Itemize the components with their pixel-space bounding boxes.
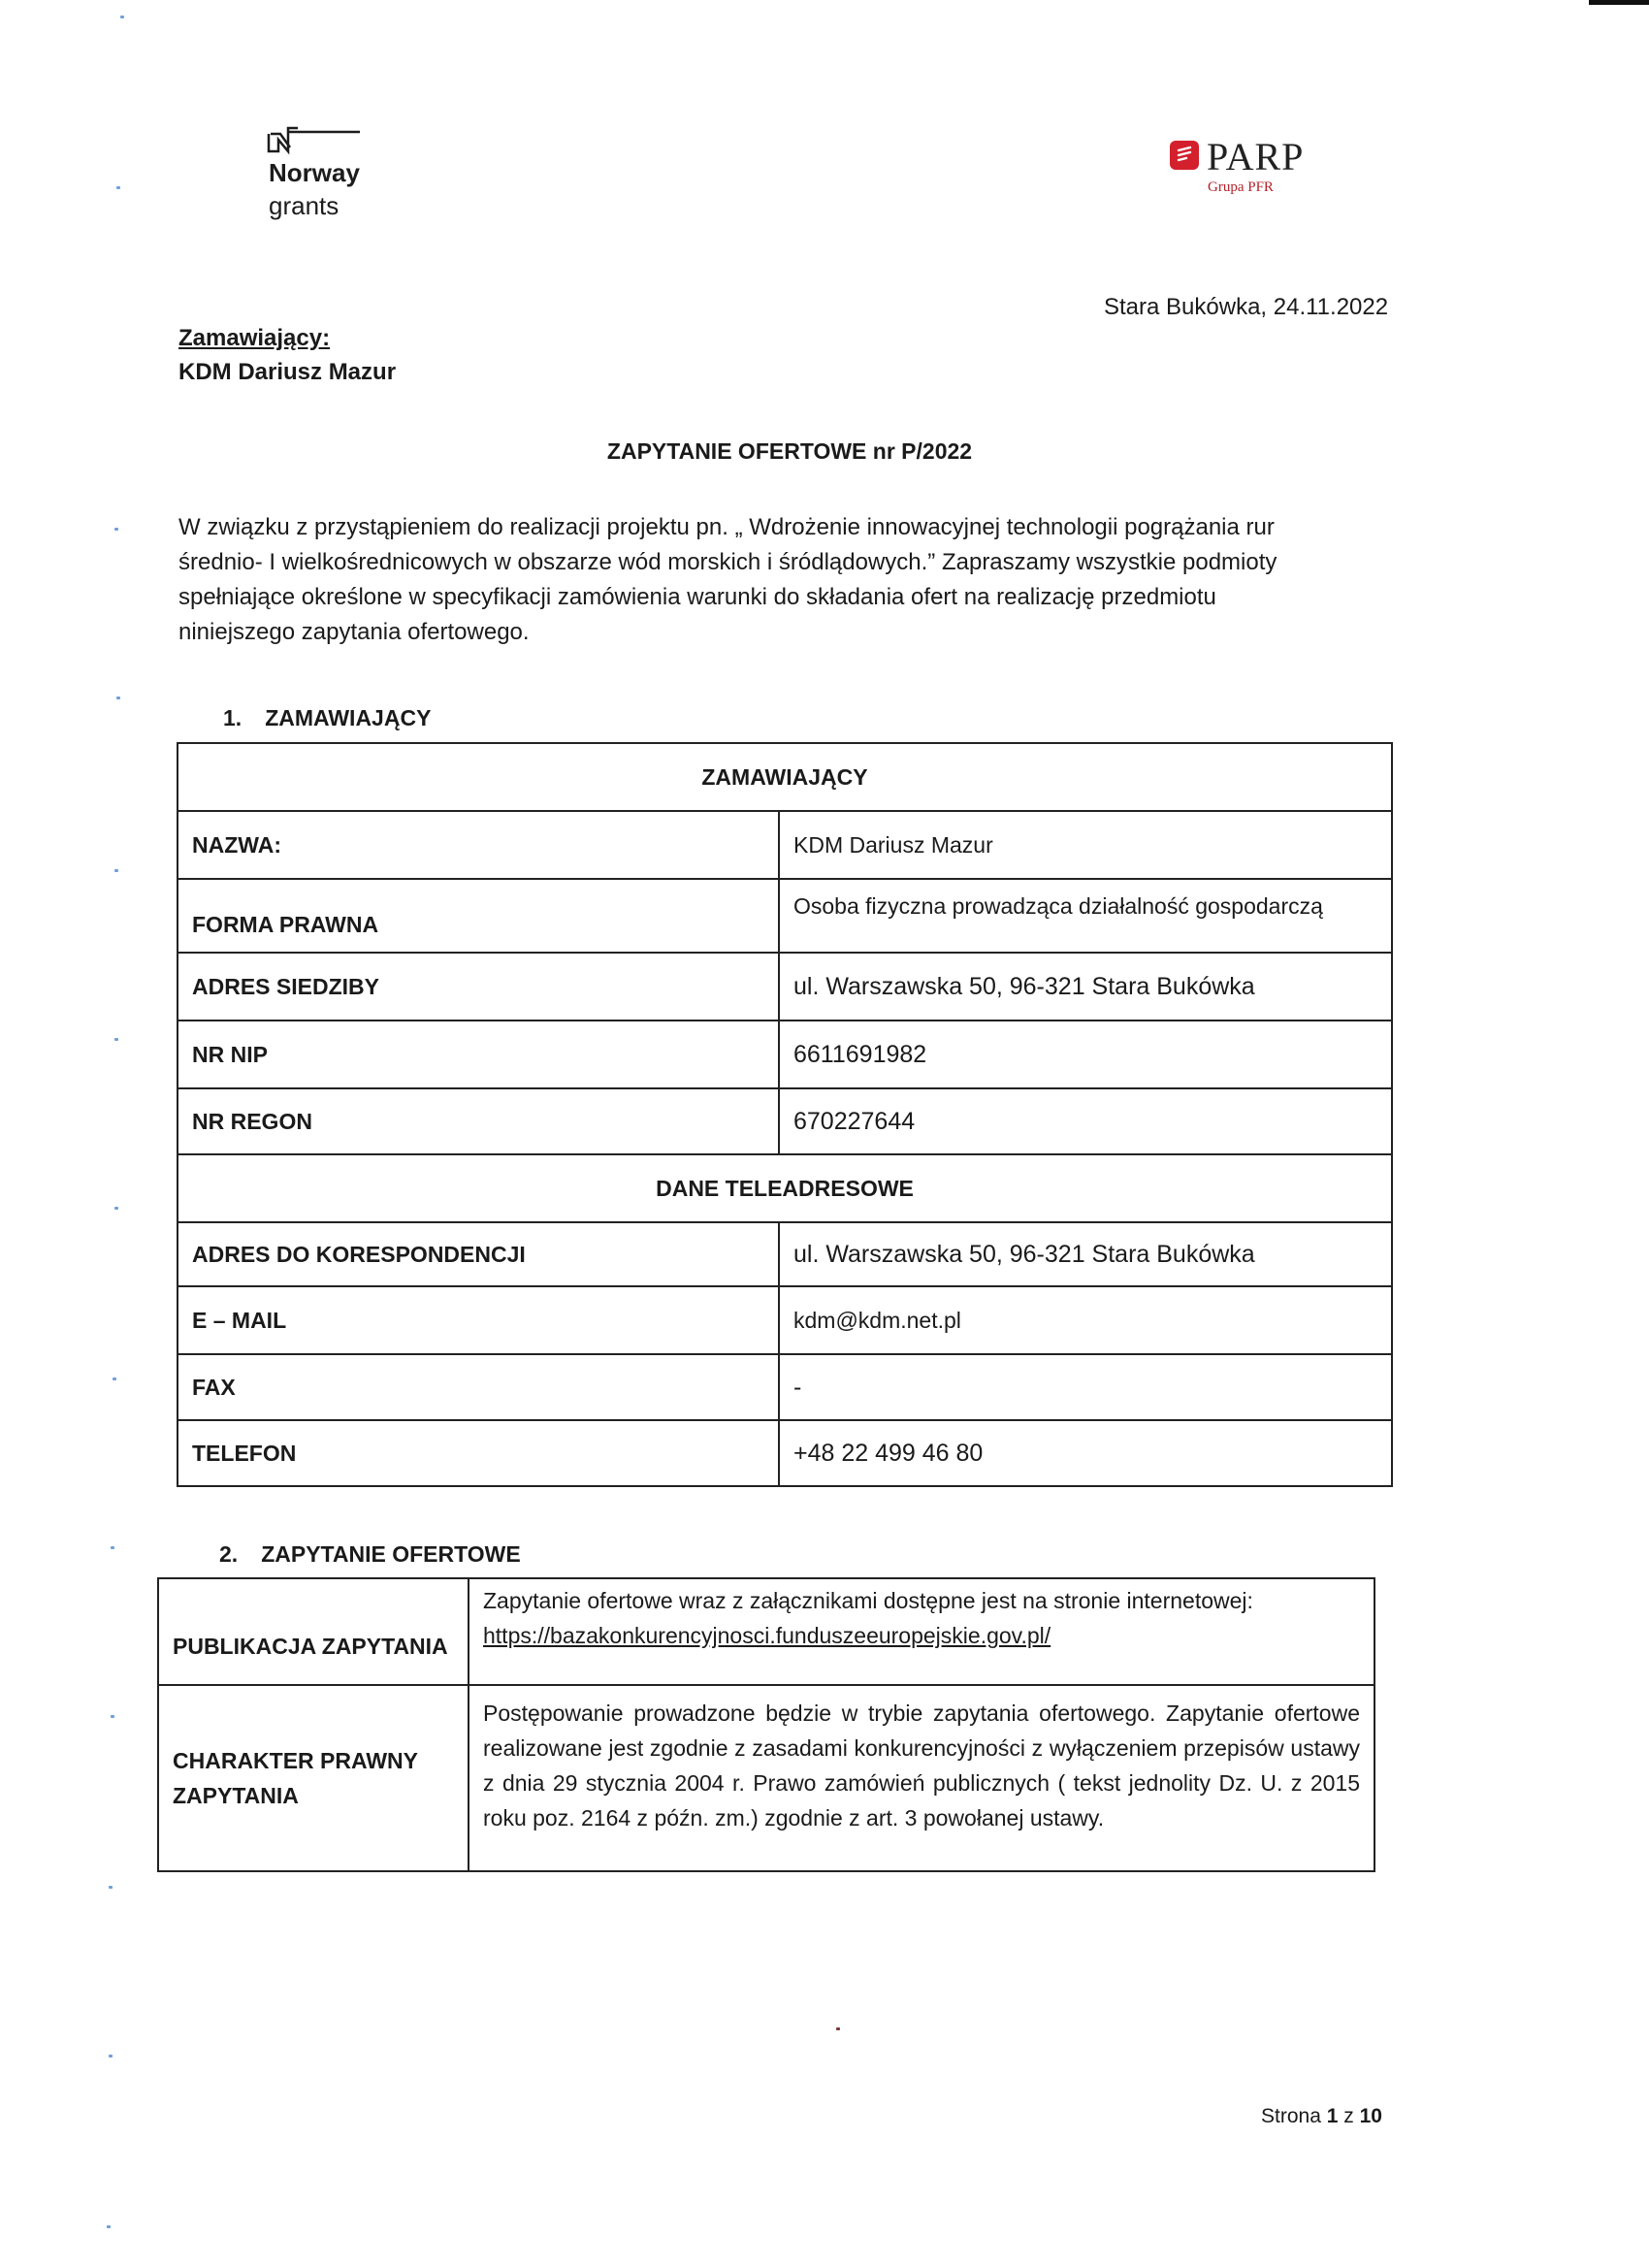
table-row [178, 743, 1392, 811]
row-label-email: E – MAIL [178, 1286, 779, 1354]
row-label-name: NAZWA: [178, 811, 779, 879]
norway-logo-name: Norway [269, 158, 360, 187]
row-value-email: kdm@kdm.net.pl [779, 1286, 1392, 1354]
publication-link[interactable]: https://bazakonkurencyjnosci.funduszeeuropejskie.gov.pl/ [483, 1623, 1051, 1648]
row-label-regon: NR REGON [178, 1088, 779, 1154]
footer-total-pages: 10 [1359, 2105, 1382, 2127]
table-row [178, 1222, 1392, 1286]
client-table-header: ZAMAWIAJĄCY [178, 743, 1392, 811]
section-2-heading [219, 1541, 521, 1568]
intro-line: W związku z przystąpieniem do realizacji projektu pn. „ Wdrożenie innowacyjnej technologii pogrążania rur [178, 514, 1275, 540]
legal-character-label-line: CHARAKTER PRAWNY [173, 1748, 418, 1773]
scan-speck [109, 2055, 113, 2057]
table-row [158, 1685, 1374, 1871]
document-title: ZAPYTANIE OFERTOWE nr P/2022 [606, 438, 973, 464]
row-label-legal-character [158, 1685, 469, 1871]
scan-speck [111, 1546, 114, 1549]
row-value-correspondence: ul. Warszawska 50, 96-321 Stara Bukówka [779, 1222, 1392, 1286]
row-value-legal-character: Postępowanie prowadzone będzie w trybie zapytania ofertowego. Zapytanie ofertowe realizowane jest zgodnie z zasadami konkurencyjności z wyłączeniem przepisów ustawy z dnia 29 stycznia 2004 r. Prawo zamówień publicznych ( tekst jednolity Dz. U. z 2015 roku poz. 2164 z późn. zm.) zgodnie z art. 3 powołanej ustawy. [469, 1685, 1374, 1871]
row-label-phone: TELEFON [178, 1420, 779, 1486]
scan-speck [836, 2027, 840, 2030]
table-row [178, 879, 1392, 953]
scan-speck [109, 1886, 113, 1889]
footer-sep: z [1343, 2105, 1354, 2127]
table-row [178, 1088, 1392, 1154]
parp-logo-sub: Grupa PFR [1208, 179, 1274, 195]
row-label-correspondence: ADRES DO KORESPONDENCJI [178, 1222, 779, 1286]
intro-paragraph [178, 510, 1372, 650]
legal-character-label-line: ZAPYTANIA [173, 1783, 299, 1808]
section-1-title: ZAMAWIAJĄCY [265, 705, 432, 730]
row-value-legal-form: Osoba fizyczna prowadząca działalność gospodarczą [779, 879, 1392, 953]
row-value-phone: +48 22 499 46 80 [779, 1420, 1392, 1486]
place-date: Stara Bukówka, 24.11.2022 [1104, 294, 1389, 320]
inquiry-table [157, 1577, 1375, 1872]
scan-edge-mark [1589, 0, 1649, 5]
section-1-heading [223, 705, 431, 731]
scan-speck [114, 1207, 118, 1210]
scan-speck [111, 1715, 114, 1718]
scan-speck [114, 528, 118, 531]
client-name: KDM Dariusz Mazur [178, 359, 397, 385]
scan-speck [116, 697, 120, 699]
contact-table-header: DANE TELEADRESOWE [178, 1154, 1392, 1222]
page-footer [1261, 2105, 1382, 2128]
client-label: Zamawiający: [178, 325, 331, 351]
row-value-nip: 6611691982 [779, 1021, 1392, 1088]
parp-logo-icon [1170, 141, 1199, 170]
row-label-nip: NR NIP [178, 1021, 779, 1088]
footer-current-page: 1 [1326, 2105, 1339, 2127]
section-1-number: 1. [223, 705, 242, 730]
table-row [158, 1578, 1374, 1685]
scan-speck [116, 186, 120, 189]
row-value-regon: 670227644 [779, 1088, 1392, 1154]
table-row [178, 1354, 1392, 1420]
row-value-address: ul. Warszawska 50, 96-321 Stara Bukówka [779, 953, 1392, 1021]
row-label-legal-form: FORMA PRAWNA [178, 879, 779, 953]
section-2-number: 2. [219, 1541, 239, 1567]
intro-line: średnio- I wielkośrednicowych w obszarze wód morskich i śródlądowych.” Zapraszamy wszystkie podmioty [178, 549, 1277, 575]
row-value-fax: - [779, 1354, 1392, 1420]
row-label-fax: FAX [178, 1354, 779, 1420]
row-label-address: ADRES SIEDZIBY [178, 953, 779, 1021]
section-2-title: ZAPYTANIE OFERTOWE [261, 1541, 521, 1567]
row-label-publication: PUBLIKACJA ZAPYTANIA [158, 1578, 469, 1685]
scan-speck [107, 2225, 111, 2228]
table-row [178, 1286, 1392, 1354]
table-row [178, 1420, 1392, 1486]
scan-speck [113, 1377, 116, 1380]
parp-logo-name: PARP [1207, 135, 1305, 178]
table-row [178, 1021, 1392, 1088]
table-row [178, 1154, 1392, 1222]
norway-logo-sub: grants [269, 191, 340, 220]
client-table [177, 742, 1393, 1487]
intro-line: spełniające określone w specyfikacji zamówienia warunki do składania ofert na realizację przedmiotu [178, 584, 1216, 610]
footer-prefix: Strona [1261, 2105, 1321, 2127]
publication-text: Zapytanie ofertowe wraz z załącznikami dostępne jest na stronie internetowej: [483, 1588, 1253, 1613]
table-row [178, 811, 1392, 879]
scan-speck [114, 1038, 118, 1041]
scan-speck [120, 16, 124, 18]
intro-line: niniejszego zapytania ofertowego. [178, 619, 530, 645]
row-value-publication [469, 1578, 1374, 1685]
row-value-name: KDM Dariusz Mazur [779, 811, 1392, 879]
scan-speck [114, 869, 118, 872]
table-row [178, 953, 1392, 1021]
